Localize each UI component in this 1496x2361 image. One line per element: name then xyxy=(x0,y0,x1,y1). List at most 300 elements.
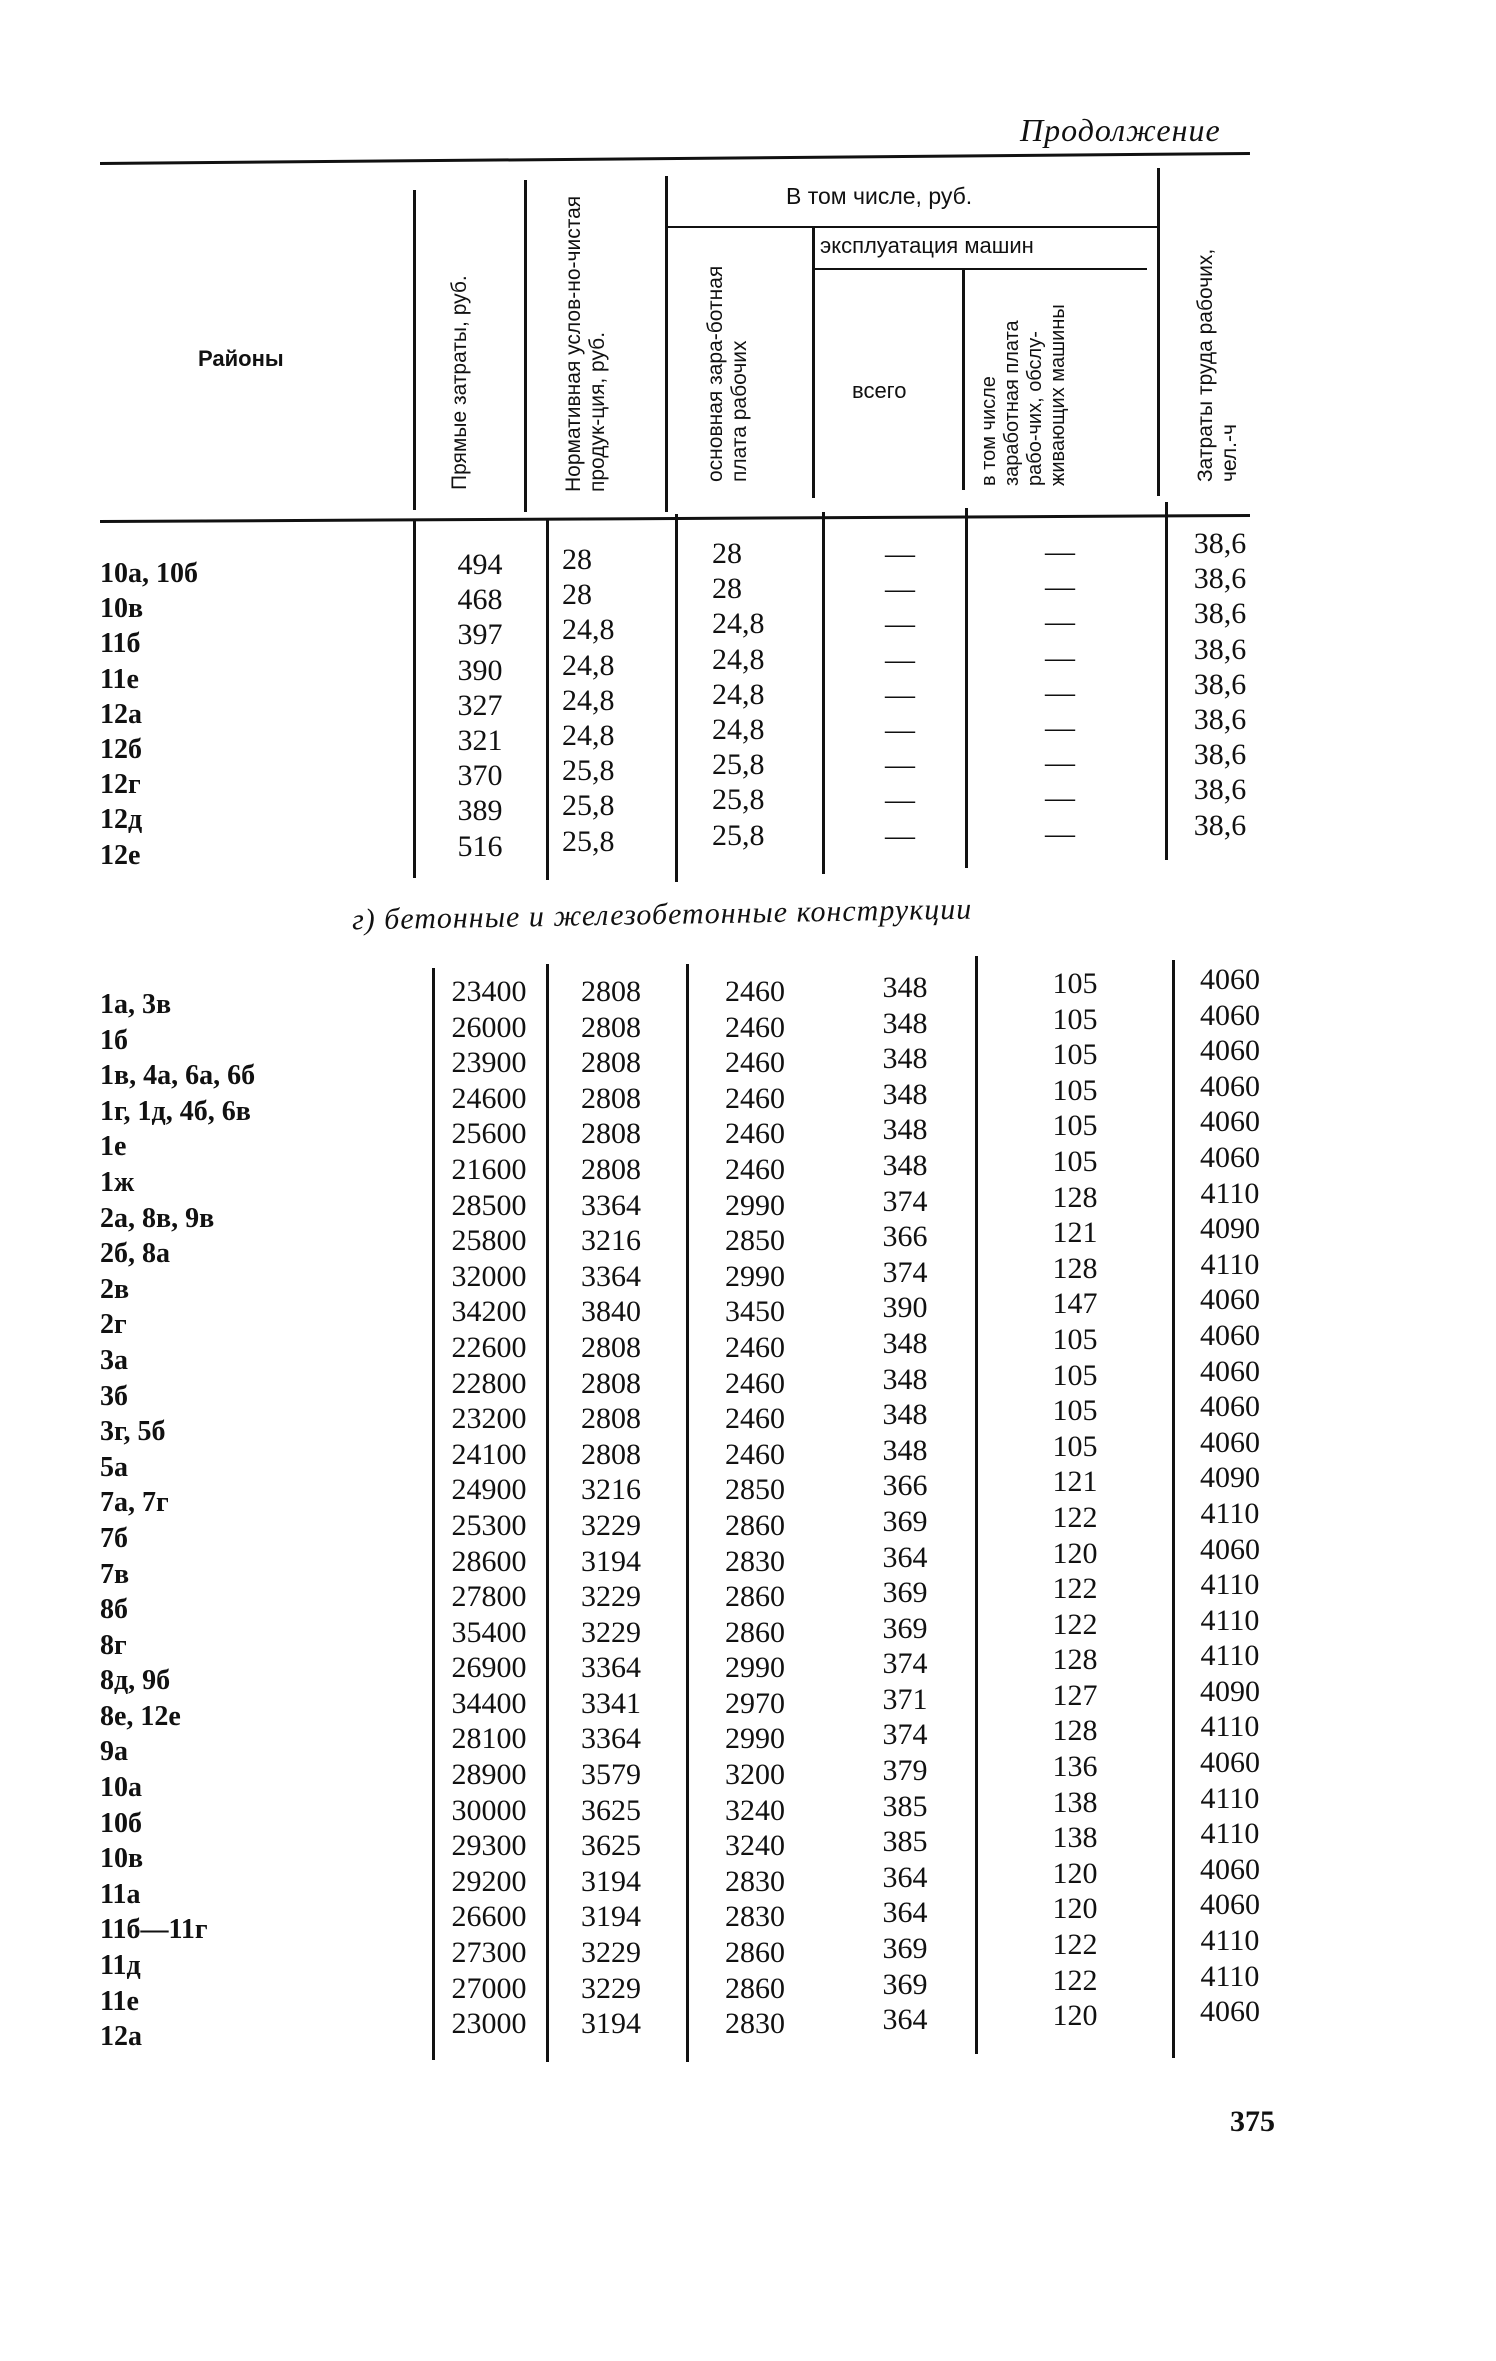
machine-wage-cell: 120 xyxy=(1052,1892,1098,1926)
district-cell: 3г, 5б xyxy=(100,1416,166,1448)
wage-cell: 24,8 xyxy=(712,677,765,711)
normative-cell: 25,8 xyxy=(562,824,615,858)
labor-cell: 4110 xyxy=(1200,1710,1260,1744)
district-cell: 7б xyxy=(100,1522,128,1554)
labor-cell: 4090 xyxy=(1200,1461,1260,1495)
direct-cost-cell: 27300 xyxy=(451,1936,527,1970)
normative-cell: 24,8 xyxy=(562,648,615,682)
header-top-rule xyxy=(100,152,1250,165)
direct-cost-cell: 34400 xyxy=(451,1686,527,1720)
labor-cell: 4060 xyxy=(1200,1390,1260,1424)
direct-cost-cell: 370 xyxy=(457,759,503,793)
normative-cell: 3194 xyxy=(581,2007,641,2041)
labor-cell: 4110 xyxy=(1200,1176,1260,1210)
machine-total-cell: — xyxy=(885,572,915,606)
labor-cell: 38,6 xyxy=(1193,808,1247,842)
s1-total-column xyxy=(850,536,950,853)
subheader-rule-1 xyxy=(668,226,1158,228)
direct-cost-cell: 26900 xyxy=(451,1651,527,1685)
machine-wage-cell: — xyxy=(1045,816,1075,850)
wage-cell: 2830 xyxy=(725,2007,785,2041)
normative-cell: 3229 xyxy=(581,1971,641,2005)
normative-cell: 2808 xyxy=(581,1117,641,1151)
machine-total-cell: 348 xyxy=(882,1362,928,1396)
direct-cost-cell: 23900 xyxy=(451,1046,527,1080)
wage-cell: 3240 xyxy=(725,1829,785,1863)
direct-cost-cell: 23200 xyxy=(451,1402,527,1436)
s2-direct-column xyxy=(432,974,546,2042)
labor-cell: 4110 xyxy=(1200,1781,1260,1815)
header-machine-operation: эксплуатация машин xyxy=(820,233,1034,258)
district-cell: 10б xyxy=(100,1807,142,1839)
wage-cell: 2460 xyxy=(725,975,785,1008)
direct-cost-cell: 34200 xyxy=(451,1295,527,1329)
wage-cell: 2970 xyxy=(725,1686,785,1720)
district-cell: 11а xyxy=(100,1878,141,1910)
labor-cell: 4060 xyxy=(1200,1852,1260,1886)
direct-cost-cell: 22600 xyxy=(451,1330,527,1364)
labor-cell: 38,6 xyxy=(1193,702,1247,736)
wage-cell: 2850 xyxy=(725,1224,785,1258)
labor-cell: 4060 xyxy=(1200,1105,1260,1139)
district-cell: 12а xyxy=(100,698,142,730)
wage-cell: 2860 xyxy=(725,1971,785,2005)
machine-wage-cell: 105 xyxy=(1052,967,1098,1000)
direct-cost-cell: 390 xyxy=(457,653,503,687)
wage-cell: 2460 xyxy=(725,1437,785,1471)
wage-cell: 28 xyxy=(712,572,742,606)
direct-cost-cell: 24100 xyxy=(451,1437,527,1471)
district-cell: 2б, 8а xyxy=(100,1238,170,1270)
header-total: всего xyxy=(852,378,907,403)
direct-cost-cell: 28600 xyxy=(451,1544,527,1578)
labor-cell: 38,6 xyxy=(1193,527,1247,560)
district-cell: 11е xyxy=(100,663,139,695)
direct-cost-cell: 468 xyxy=(457,583,503,617)
direct-cost-cell: 25600 xyxy=(451,1117,527,1151)
direct-cost-cell: 25300 xyxy=(451,1508,527,1542)
machine-total-cell: — xyxy=(885,783,915,817)
machine-wage-cell: 128 xyxy=(1052,1180,1098,1214)
wage-cell: 2850 xyxy=(725,1473,785,1507)
normative-cell: 3194 xyxy=(581,1864,641,1898)
direct-cost-cell: 28900 xyxy=(451,1758,527,1792)
normative-cell: 3194 xyxy=(581,1544,641,1578)
normative-cell: 2808 xyxy=(581,1437,641,1471)
normative-cell: 3364 xyxy=(581,1259,641,1293)
machine-wage-cell: 128 xyxy=(1052,1643,1098,1677)
s1-wage-column xyxy=(712,536,812,853)
wage-cell: 2860 xyxy=(725,1508,785,1542)
direct-cost-cell: 32000 xyxy=(451,1259,527,1293)
labor-cell: 4110 xyxy=(1200,1639,1260,1673)
s1-vline xyxy=(965,508,968,868)
machine-total-cell: 374 xyxy=(882,1255,928,1289)
district-cell: 12г xyxy=(100,769,141,801)
normative-cell: 3364 xyxy=(581,1722,641,1756)
subheader-rule-2 xyxy=(812,268,1147,270)
normative-cell: 28 xyxy=(562,543,592,576)
normative-cell: 3625 xyxy=(581,1829,641,1863)
machine-wage-cell: 138 xyxy=(1052,1821,1098,1855)
wage-cell: 25,8 xyxy=(712,818,765,852)
district-cell: 7в xyxy=(100,1558,130,1590)
wage-cell: 2830 xyxy=(725,1864,785,1898)
labor-cell: 4060 xyxy=(1200,1746,1260,1780)
wage-cell: 2460 xyxy=(725,1402,785,1436)
wage-cell: 2460 xyxy=(725,1046,785,1080)
machine-total-cell: — xyxy=(885,818,915,852)
district-cell: 10а, 10б xyxy=(100,558,198,589)
labor-cell: 4090 xyxy=(1200,1212,1260,1246)
labor-cell: 38,6 xyxy=(1193,632,1247,666)
machine-total-cell: 364 xyxy=(882,2003,928,2037)
wage-cell: 2460 xyxy=(725,1366,785,1400)
s2-machine-wage-column xyxy=(1030,966,1120,2034)
s2-total-column xyxy=(855,970,955,2038)
machine-wage-cell: — xyxy=(1045,535,1075,568)
wage-cell: 25,8 xyxy=(712,748,765,782)
normative-cell: 2808 xyxy=(581,1081,641,1115)
labor-cell: 4060 xyxy=(1200,998,1260,1032)
hdr-vline xyxy=(665,176,668,512)
machine-wage-cell: 128 xyxy=(1052,1714,1098,1748)
machine-wage-cell: 122 xyxy=(1052,1500,1098,1534)
machine-wage-cell: — xyxy=(1045,746,1075,780)
labor-cell: 4060 xyxy=(1200,1034,1260,1068)
normative-cell: 24,8 xyxy=(562,683,615,717)
normative-cell: 3364 xyxy=(581,1651,641,1685)
normative-cell: 25,8 xyxy=(562,789,615,823)
s1-vline xyxy=(822,512,825,874)
district-cell: 2г xyxy=(100,1309,127,1341)
normative-cell: 28 xyxy=(562,578,592,612)
wage-cell: 2460 xyxy=(725,1117,785,1151)
hdr-vline xyxy=(1157,168,1160,496)
normative-cell: 3364 xyxy=(581,1188,641,1222)
labor-cell: 4060 xyxy=(1200,1425,1260,1459)
s1-vline xyxy=(675,514,678,882)
direct-cost-cell: 29200 xyxy=(451,1864,527,1898)
header-normative-output: Нормативная услов-но-чистая продук-ция, руб. xyxy=(562,195,609,492)
machine-total-cell: 369 xyxy=(882,1932,928,1966)
machine-total-cell: 348 xyxy=(882,1113,928,1147)
wage-cell: 2460 xyxy=(725,1152,785,1186)
machine-wage-cell: 136 xyxy=(1052,1750,1098,1784)
s2-vline xyxy=(1172,960,1175,2058)
labor-cell: 4060 xyxy=(1200,1888,1260,1922)
district-cell: 1ж xyxy=(100,1166,135,1198)
labor-cell: 4110 xyxy=(1200,1496,1260,1530)
machine-total-cell: — xyxy=(885,712,915,746)
direct-cost-cell: 389 xyxy=(457,794,503,828)
normative-cell: 24,8 xyxy=(562,718,615,752)
machine-wage-cell: 147 xyxy=(1052,1287,1098,1321)
normative-cell: 3216 xyxy=(581,1224,641,1258)
labor-cell: 4060 xyxy=(1200,1140,1260,1174)
s2-districts-column xyxy=(100,987,350,2055)
direct-cost-cell: 24600 xyxy=(451,1081,527,1115)
machine-wage-cell: 105 xyxy=(1052,1109,1098,1143)
district-cell: 3б xyxy=(100,1380,128,1412)
machine-total-cell: 364 xyxy=(882,1540,928,1574)
wage-cell: 24,8 xyxy=(712,607,765,641)
machine-wage-cell: 105 xyxy=(1052,1358,1098,1392)
s2-vline xyxy=(975,956,978,2054)
s2-vline xyxy=(686,964,689,2062)
s1-labor-column xyxy=(1180,526,1260,843)
wage-cell: 2860 xyxy=(725,1936,785,1970)
normative-cell: 3194 xyxy=(581,1900,641,1934)
district-cell: 12е xyxy=(100,839,141,871)
machine-wage-cell: 122 xyxy=(1052,1572,1098,1606)
district-cell: 12д xyxy=(100,804,143,836)
normative-cell: 2808 xyxy=(581,1046,641,1080)
direct-cost-cell: 26600 xyxy=(451,1900,527,1934)
s2-labor-column xyxy=(1180,962,1280,2030)
machine-wage-cell: — xyxy=(1045,781,1075,815)
machine-wage-cell: 120 xyxy=(1052,1856,1098,1890)
district-cell: 7а, 7г xyxy=(100,1487,169,1519)
machine-total-cell: 348 xyxy=(882,971,928,1004)
normative-cell: 2808 xyxy=(581,1010,641,1044)
direct-cost-cell: 21600 xyxy=(451,1152,527,1186)
direct-cost-cell: 397 xyxy=(457,618,503,652)
labor-cell: 4060 xyxy=(1200,1283,1260,1317)
machine-wage-cell: 122 xyxy=(1052,1963,1098,1997)
district-cell: 11д xyxy=(100,1950,141,1982)
district-cell: 10в xyxy=(100,1843,144,1875)
wage-cell: 24,8 xyxy=(712,712,765,746)
machine-wage-cell: 138 xyxy=(1052,1785,1098,1819)
machine-wage-cell: — xyxy=(1045,605,1075,639)
labor-cell: 4090 xyxy=(1200,1674,1260,1708)
s2-normative-column xyxy=(556,974,666,2042)
s1-vline xyxy=(413,520,416,878)
header-machine-wage: в том числе заработная плата рабо-чих, обслу-живающих машины xyxy=(978,304,1069,486)
wage-cell: 24,8 xyxy=(712,642,765,676)
machine-wage-cell: 122 xyxy=(1052,1607,1098,1641)
direct-cost-cell: 27800 xyxy=(451,1580,527,1614)
labor-cell: 4110 xyxy=(1200,1959,1260,1993)
normative-cell: 3341 xyxy=(581,1686,641,1720)
machine-wage-cell: 105 xyxy=(1052,1073,1098,1107)
machine-wage-cell: 121 xyxy=(1052,1465,1098,1499)
hdr-vline xyxy=(962,270,965,490)
district-cell: 8г xyxy=(100,1629,127,1661)
machine-wage-cell: — xyxy=(1045,710,1075,744)
district-cell: 12б xyxy=(100,733,142,765)
direct-cost-cell: 30000 xyxy=(451,1793,527,1827)
machine-total-cell: — xyxy=(885,748,915,782)
direct-cost-cell: 28500 xyxy=(451,1188,527,1222)
machine-wage-cell: 120 xyxy=(1052,1999,1098,2033)
normative-cell: 2808 xyxy=(581,1330,641,1364)
wage-cell: 2860 xyxy=(725,1580,785,1614)
machine-wage-cell: 120 xyxy=(1052,1536,1098,1570)
machine-total-cell: 364 xyxy=(882,1896,928,1930)
s1-normative-column xyxy=(562,542,662,859)
district-cell: 9а xyxy=(100,1736,128,1768)
direct-cost-cell: 327 xyxy=(457,688,503,722)
direct-cost-cell: 26000 xyxy=(451,1010,527,1044)
labor-cell: 4060 xyxy=(1200,1069,1260,1103)
s2-wage-column xyxy=(700,974,810,2042)
machine-total-cell: — xyxy=(885,607,915,641)
district-cell: 1е xyxy=(100,1131,127,1163)
hdr-vline xyxy=(524,180,527,512)
normative-cell: 3229 xyxy=(581,1508,641,1542)
machine-total-cell: 374 xyxy=(882,1647,928,1681)
district-cell: 11б xyxy=(100,628,141,660)
normative-cell: 3216 xyxy=(581,1473,641,1507)
normative-cell: 3840 xyxy=(581,1295,641,1329)
normative-cell: 2808 xyxy=(581,1152,641,1186)
district-cell: 11е xyxy=(100,1985,139,2017)
machine-wage-cell: 105 xyxy=(1052,1002,1098,1036)
s1-districts-column xyxy=(100,556,280,873)
s2-vline xyxy=(546,964,549,2062)
machine-wage-cell: 105 xyxy=(1052,1322,1098,1356)
machine-total-cell: — xyxy=(885,537,915,570)
labor-cell: 38,6 xyxy=(1193,667,1247,701)
labor-cell: 38,6 xyxy=(1193,597,1247,631)
hdr-vline xyxy=(413,190,416,510)
machine-total-cell: 364 xyxy=(882,1860,928,1894)
district-cell: 1в, 4а, 6а, 6б xyxy=(100,1060,256,1092)
labor-cell: 38,6 xyxy=(1193,738,1247,772)
wage-cell: 3240 xyxy=(725,1793,785,1827)
header-base-wage: основная зара-ботная плата рабочих xyxy=(704,265,751,482)
direct-cost-cell: 494 xyxy=(457,548,503,581)
normative-cell: 2808 xyxy=(581,1402,641,1436)
wage-cell: 3200 xyxy=(725,1758,785,1792)
wage-cell: 2830 xyxy=(725,1544,785,1578)
machine-total-cell: 369 xyxy=(882,1967,928,2001)
labor-cell: 4110 xyxy=(1200,1817,1260,1851)
wage-cell: 2460 xyxy=(725,1081,785,1115)
machine-total-cell: 348 xyxy=(882,1077,928,1111)
continuation-label: Продолжение xyxy=(1020,112,1221,148)
direct-cost-cell: 35400 xyxy=(451,1615,527,1649)
wage-cell: 2830 xyxy=(725,1900,785,1934)
normative-cell: 25,8 xyxy=(562,754,615,788)
normative-cell: 3229 xyxy=(581,1936,641,1970)
labor-cell: 4060 xyxy=(1200,1318,1260,1352)
labor-cell: 4110 xyxy=(1200,1247,1260,1281)
direct-cost-cell: 28100 xyxy=(451,1722,527,1756)
labor-cell: 4110 xyxy=(1200,1603,1260,1637)
hdr-vline xyxy=(812,226,815,498)
s1-vline xyxy=(1165,502,1168,860)
direct-cost-cell: 321 xyxy=(457,723,503,757)
machine-wage-cell: 121 xyxy=(1052,1216,1098,1250)
machine-total-cell: 348 xyxy=(882,1042,928,1076)
normative-cell: 3229 xyxy=(581,1615,641,1649)
header-districts: Районы xyxy=(198,346,284,371)
wage-cell: 2460 xyxy=(725,1010,785,1044)
machine-total-cell: 369 xyxy=(882,1504,928,1538)
wage-cell: 28 xyxy=(712,537,742,570)
machine-wage-cell: — xyxy=(1045,640,1075,674)
district-cell: 11б—11г xyxy=(100,1914,208,1946)
direct-cost-cell: 29300 xyxy=(451,1829,527,1863)
header-direct-costs: Прямые затраты, руб. xyxy=(448,275,471,490)
wage-cell: 3450 xyxy=(725,1295,785,1329)
machine-wage-cell: — xyxy=(1045,570,1075,604)
district-cell: 1г, 1д, 4б, 6в xyxy=(100,1095,251,1127)
machine-total-cell: 379 xyxy=(882,1754,928,1788)
machine-total-cell: 366 xyxy=(882,1220,928,1254)
machine-total-cell: 348 xyxy=(882,1006,928,1040)
normative-cell: 2808 xyxy=(581,975,641,1008)
s1-vline xyxy=(546,520,549,880)
direct-cost-cell: 23000 xyxy=(451,2007,527,2041)
direct-cost-cell: 516 xyxy=(457,829,503,863)
labor-cell: 38,6 xyxy=(1193,773,1247,807)
machine-total-cell: 385 xyxy=(882,1825,928,1859)
wage-cell: 2990 xyxy=(725,1722,785,1756)
labor-cell: 4060 xyxy=(1200,1354,1260,1388)
machine-total-cell: 348 xyxy=(882,1148,928,1182)
wage-cell: 2860 xyxy=(725,1615,785,1649)
normative-cell: 3579 xyxy=(581,1758,641,1792)
labor-cell: 4060 xyxy=(1200,963,1260,996)
direct-cost-cell: 27000 xyxy=(451,1971,527,2005)
machine-wage-cell: 105 xyxy=(1052,1394,1098,1428)
machine-wage-cell: — xyxy=(1045,675,1075,709)
wage-cell: 25,8 xyxy=(712,783,765,817)
district-cell: 1а, 3в xyxy=(100,989,172,1020)
normative-cell: 3625 xyxy=(581,1793,641,1827)
labor-cell: 4060 xyxy=(1200,1532,1260,1566)
s1-direct-column xyxy=(430,547,530,864)
machine-total-cell: 366 xyxy=(882,1469,928,1503)
district-cell: 10в xyxy=(100,593,144,625)
machine-wage-cell: 127 xyxy=(1052,1678,1098,1712)
normative-cell: 3229 xyxy=(581,1580,641,1614)
district-cell: 5а xyxy=(100,1451,128,1483)
header-including: В том числе, руб. xyxy=(786,183,973,209)
direct-cost-cell: 25800 xyxy=(451,1224,527,1258)
machine-total-cell: 369 xyxy=(882,1611,928,1645)
labor-cell: 4110 xyxy=(1200,1924,1260,1958)
machine-total-cell: 348 xyxy=(882,1326,928,1360)
district-cell: 10а xyxy=(100,1772,142,1804)
machine-wage-cell: 105 xyxy=(1052,1144,1098,1178)
wage-cell: 2460 xyxy=(725,1330,785,1364)
wage-cell: 2990 xyxy=(725,1259,785,1293)
machine-total-cell: 348 xyxy=(882,1433,928,1467)
labor-cell: 38,6 xyxy=(1193,562,1247,596)
normative-cell: 2808 xyxy=(581,1366,641,1400)
s1-machine-wage-column xyxy=(1010,534,1110,851)
machine-wage-cell: 105 xyxy=(1052,1038,1098,1072)
district-cell: 8е, 12е xyxy=(100,1700,181,1732)
wage-cell: 2990 xyxy=(725,1651,785,1685)
machine-wage-cell: 128 xyxy=(1052,1251,1098,1285)
machine-total-cell: 390 xyxy=(882,1291,928,1325)
normative-cell: 24,8 xyxy=(562,613,615,647)
district-cell: 3а xyxy=(100,1344,128,1376)
wage-cell: 2990 xyxy=(725,1188,785,1222)
district-cell: 8б xyxy=(100,1594,128,1626)
machine-total-cell: 385 xyxy=(882,1789,928,1823)
direct-cost-cell: 22800 xyxy=(451,1366,527,1400)
machine-wage-cell: 122 xyxy=(1052,1928,1098,1962)
machine-total-cell: 374 xyxy=(882,1184,928,1218)
machine-total-cell: 374 xyxy=(882,1718,928,1752)
